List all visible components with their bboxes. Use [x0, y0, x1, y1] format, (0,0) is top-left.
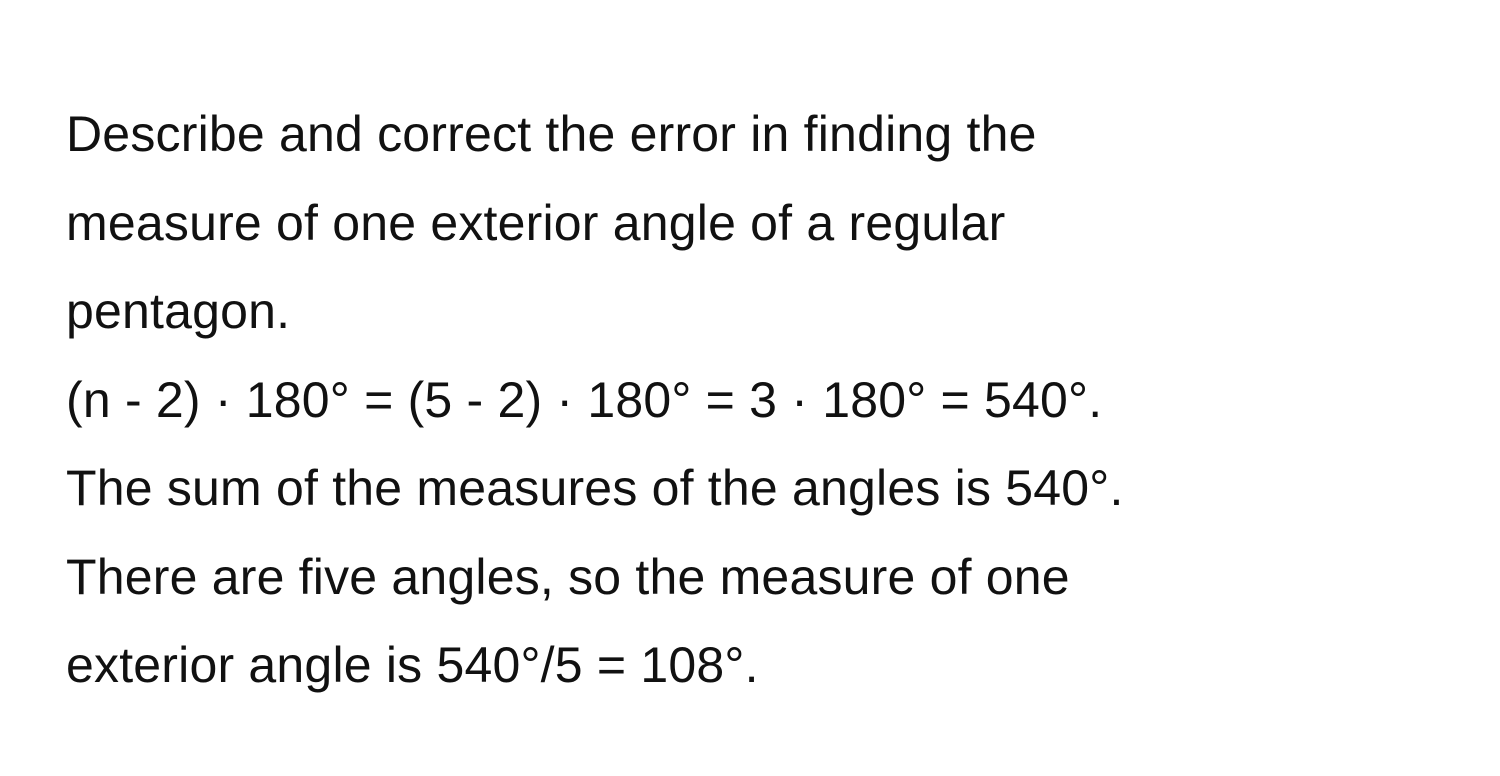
- problem-text-line-1: Describe and correct the error in finding the: [66, 106, 1037, 162]
- problem-text-line-3: pentagon.: [66, 283, 291, 339]
- problem-text-line-2: measure of one exterior angle of a regular: [66, 194, 1006, 251]
- exterior-angle-statement-line-1: There are five angles, so the measure of one: [66, 548, 1070, 605]
- interior-angle-sum-equation: (n - 2) · 180° = (5 - 2) · 180° = 3 · 180° = 540°.: [66, 371, 1103, 428]
- sum-statement: The sum of the measures of the angles is 540°.: [66, 460, 1124, 516]
- exterior-angle-statement-line-2: exterior angle is 540°/5 = 108°.: [66, 637, 759, 693]
